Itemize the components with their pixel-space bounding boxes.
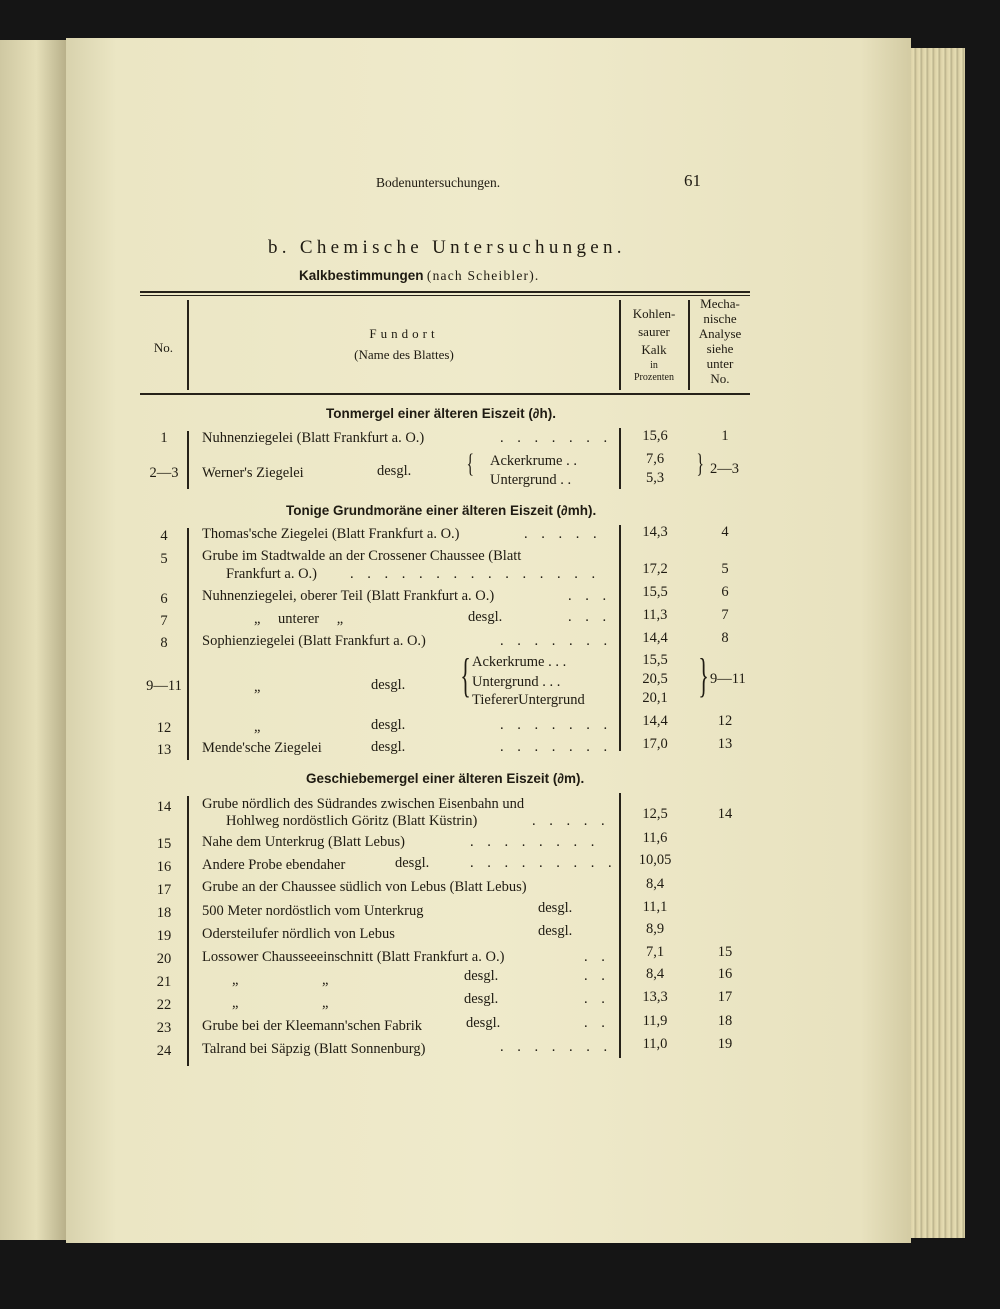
row-place: Nuhnenziegelei (Blatt Frankfurt a. O.) <box>202 430 425 446</box>
row-desgl: desgl. <box>371 677 406 693</box>
row-kalk-value: 12,5 <box>642 806 668 822</box>
col-header-kalk-3: Kalk <box>641 342 667 357</box>
row-place: Grube an der Chaussee südlich von Lebus (Blatt Lebus) <box>202 879 527 895</box>
subtitle <box>299 268 540 284</box>
row-no: 13 <box>156 742 172 758</box>
col-header-kalk-1: Kohlen- <box>632 306 676 321</box>
row-leader-dots: . . <box>584 1015 610 1031</box>
row-kalk-value: 10,05 <box>638 852 672 868</box>
row-place: Grube bei der Kleemann'schen Fabrik <box>202 1018 423 1034</box>
row-place: Mende'sche Ziegelei <box>202 740 322 756</box>
book-page <box>66 38 911 1243</box>
row-no: 6 <box>160 591 168 607</box>
row-kalk-value: 8,4 <box>645 876 665 892</box>
row-kalk-value: 11,6 <box>642 830 668 846</box>
row-place: Sophienziegelei (Blatt Frankfurt a. O.) <box>202 633 426 649</box>
row-kalk-value: 11,0 <box>642 1036 668 1052</box>
page-stack-edges <box>905 48 965 1238</box>
row-leader-dots: . . . . . . . <box>500 739 613 755</box>
row-place: Lossower Chausseeeinschnitt (Blatt Frankfurt a. O.) <box>202 949 505 965</box>
row-no: 22 <box>156 997 172 1013</box>
row-mech-ref: 2—3 <box>710 461 739 477</box>
row-mech-ref: 17 <box>717 989 733 1005</box>
running-title: Bodenuntersuchungen. <box>376 175 501 190</box>
row-no: 12 <box>156 720 172 736</box>
vline-body-kalk-3 <box>619 793 621 1058</box>
row-place: Nuhnenziegelei, oberer Teil (Blatt Frankfurt a. O.) <box>202 588 495 604</box>
row-leader-dots: . . . . . . . <box>500 1039 613 1055</box>
row-place-cont: Frankfurt a. O.) <box>226 566 318 582</box>
row-mech-ref: 9—11 <box>710 671 746 687</box>
col-header-kalk-2: saurer <box>638 324 670 339</box>
row-kalk-value: 13,3 <box>642 989 668 1005</box>
row-no: 21 <box>156 974 172 990</box>
row-mech-ref: 7 <box>721 607 729 623</box>
row-sub-ackerkrume: Ackerkrume . . <box>490 453 577 469</box>
row-kalk-value: 8,9 <box>645 921 665 937</box>
row-mech-ref: 13 <box>717 736 733 752</box>
brace-open-large: { <box>460 649 471 702</box>
row-desgl: desgl. <box>468 609 503 625</box>
row-desgl: desgl. <box>464 991 499 1007</box>
row-no: 23 <box>156 1020 172 1036</box>
col-header-mech-6: No. <box>710 371 730 386</box>
col-header-kalk-4: in <box>650 360 658 371</box>
col-header-mech-2: nische <box>703 311 737 326</box>
section-heading-tonmergel: Tonmergel einer älteren Eiszeit (∂h). <box>326 406 556 421</box>
col-header-fundort: Fundort <box>369 326 439 341</box>
row-mech-ref: 19 <box>717 1036 733 1052</box>
row-leader-dots: . . . <box>568 609 612 625</box>
row-kalk-value: 14,3 <box>642 524 668 540</box>
row-place: „ <box>254 719 261 735</box>
row-mech-ref: 1 <box>721 428 729 444</box>
vline-body-kalk-1 <box>619 428 621 489</box>
page-number: 61 <box>684 171 701 190</box>
row-place: Grube nördlich des Südrandes zwischen Eisenbahn und <box>202 796 525 812</box>
vline-no <box>187 300 189 390</box>
row-desgl: desgl. <box>371 717 406 733</box>
row-place: „ unterer „ <box>254 611 344 627</box>
row-no: 20 <box>156 951 172 967</box>
section-heading-geschiebemergel: Geschiebemergel einer älteren Eiszeit (∂m). <box>306 771 585 786</box>
row-kalk-value: 14,4 <box>642 713 668 729</box>
row-no: 24 <box>156 1043 172 1059</box>
row-place: Thomas'sche Ziegelei (Blatt Frankfurt a. O.) <box>202 526 460 542</box>
row-mech-ref: 8 <box>721 630 729 646</box>
row-place: „ <box>254 679 261 695</box>
brace-close-large: } <box>698 649 709 702</box>
brace-close: } <box>696 449 704 478</box>
row-no: 1 <box>160 430 168 446</box>
row-place: Grube im Stadtwalde an der Crossener Chaussee (Blatt <box>202 548 522 564</box>
row-desgl: desgl. <box>538 923 573 939</box>
subtitle-rest: (nach Scheibler). <box>426 268 540 283</box>
row-no: 18 <box>156 905 172 921</box>
row-leader-dots: . . <box>584 949 610 965</box>
section-title: b. Chemische Untersuchungen. <box>268 237 626 258</box>
row-no: 15 <box>156 836 172 852</box>
header-bottom-rule <box>140 393 750 395</box>
row-kalk-value: 15,5 <box>642 652 668 668</box>
row-kalk-value: 20,5 <box>642 671 668 687</box>
row-kalk-value: 14,4 <box>642 630 668 646</box>
col-header-mech-5: unter <box>706 356 734 371</box>
row-desgl: desgl. <box>464 968 499 984</box>
row-desgl: desgl. <box>377 463 412 479</box>
row-place: Talrand bei Säpzig (Blatt Sonnenburg) <box>202 1041 426 1057</box>
col-header-mech-4: siehe <box>706 341 734 356</box>
row-place: Odersteilufer nördlich von Lebus <box>202 926 395 942</box>
row-leader-dots: . . . . . <box>532 813 610 829</box>
row-no: 16 <box>156 859 172 875</box>
row-no: 2—3 <box>149 465 179 481</box>
table-top-rule <box>140 291 750 293</box>
row-leader-dots: . . <box>584 991 610 1007</box>
row-kalk-value: 7,1 <box>645 944 665 960</box>
row-mech-ref: 15 <box>717 944 733 960</box>
row-kalk-value: 15,6 <box>642 428 668 444</box>
row-kalk-value: 11,9 <box>642 1013 668 1029</box>
col-header-no: No. <box>153 340 174 355</box>
row-leader-dots: . . . . . . . <box>500 430 613 446</box>
row-place-cont: Hohlweg nordöstlich Göritz (Blatt Küstrin) <box>226 813 478 829</box>
row-sub-untergrund: Untergrund . . . <box>472 674 561 690</box>
row-kalk-value: 20,1 <box>642 690 668 706</box>
row-leader-dots: . . <box>584 968 610 984</box>
row-kalk-value: 17,2 <box>642 561 668 577</box>
row-desgl: desgl. <box>371 739 406 755</box>
row-sub-ackerkrume: Ackerkrume . . . <box>472 654 567 670</box>
col-header-fundort-sub: (Name des Blattes) <box>354 347 454 362</box>
row-mech-ref: 5 <box>721 561 729 577</box>
row-mech-ref: 14 <box>717 806 733 822</box>
row-mech-ref: 6 <box>721 584 729 600</box>
left-page-edge <box>0 40 66 1240</box>
row-desgl: desgl. <box>466 1015 501 1031</box>
row-place: Werner's Ziegelei <box>202 465 304 481</box>
row-no: 4 <box>160 528 168 544</box>
row-leader-dots: . . . <box>568 588 612 604</box>
col-header-kalk-5: Prozenten <box>634 372 674 383</box>
row-kalk-value: 8,4 <box>645 966 665 982</box>
brace-open: { <box>466 449 474 478</box>
row-kalk-value: 17,0 <box>642 736 668 752</box>
row-desgl: desgl. <box>538 900 573 916</box>
row-leader-dots: . . . . . . . . <box>470 834 600 850</box>
row-no: 14 <box>156 799 172 815</box>
row-mech-ref: 18 <box>717 1013 733 1029</box>
row-place: Nahe dem Unterkrug (Blatt Lebus) <box>202 834 405 850</box>
row-place: Andere Probe ebendaher <box>202 857 346 873</box>
row-place: „ „ <box>232 995 329 1011</box>
row-no: 8 <box>160 635 168 651</box>
row-mech-ref: 4 <box>721 524 729 540</box>
row-leader-dots: . . . . . . . . . . . . . . . <box>350 566 601 582</box>
row-sub-untergrund: Untergrund . . <box>490 472 572 488</box>
table-top-rule-thin <box>140 295 750 296</box>
row-no: 9—11 <box>146 678 182 694</box>
row-no: 19 <box>156 928 172 944</box>
col-header-mech-1: Mecha- <box>700 296 740 311</box>
row-no: 7 <box>160 613 168 629</box>
row-place: „ „ <box>232 972 329 988</box>
section-heading-grundmoraene: Tonige Grundmoräne einer älteren Eiszeit (∂mh). <box>286 503 597 518</box>
row-mech-ref: 16 <box>717 966 733 982</box>
row-place: 500 Meter nordöstlich vom Unterkrug <box>202 903 424 919</box>
row-leader-dots: . . . . . <box>524 526 602 542</box>
row-kalk-value: 11,3 <box>642 607 668 623</box>
row-no: 17 <box>156 882 172 898</box>
row-kalk-value: 5,3 <box>645 470 665 486</box>
row-leader-dots: . . . . . . . . . <box>470 855 617 871</box>
col-header-mech-3: Analyse <box>698 326 742 341</box>
row-leader-dots: . . . . . . . <box>500 717 613 733</box>
row-desgl: desgl. <box>395 855 430 871</box>
row-sub-tieferer-untergrund: TiefererUntergrund <box>472 692 585 708</box>
row-kalk-value: 15,5 <box>642 584 668 600</box>
row-leader-dots: . . . . . . . <box>500 633 613 649</box>
subtitle-bold: Kalkbestimmungen <box>299 268 424 283</box>
row-kalk-value: 7,6 <box>645 451 665 467</box>
vline-body-kalk-2 <box>619 525 621 751</box>
row-kalk-value: 11,1 <box>642 899 668 915</box>
row-no: 5 <box>160 551 168 567</box>
row-mech-ref: 12 <box>717 713 733 729</box>
